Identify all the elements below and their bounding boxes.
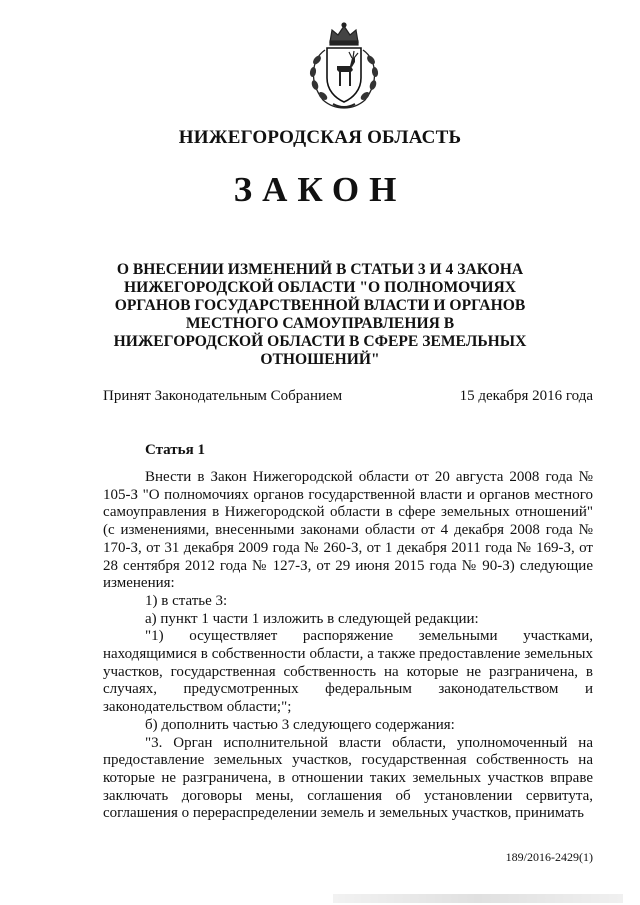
- adoption-line: [103, 388, 593, 408]
- document-number: 189/2016-2429(1): [505, 850, 593, 864]
- adopted-by: Принят Законодательным Собранием: [103, 388, 343, 404]
- scan-artifact: [333, 894, 623, 903]
- document-type: ЗАКОН: [233, 170, 407, 209]
- quote-2: "3. Орган исполнительной власти области, уполномоченный на предоставление земельных участков, государственная собственность на которые не разграничена, в отношении таких земельных участков вправе заключать договоры мены, соглашения об установлении сервитута, соглашения о перераспределении земель и земельных участков, принимать: [103, 734, 593, 822]
- article-heading: Статья 1: [145, 442, 205, 458]
- coat-of-arms-icon: [297, 20, 391, 112]
- article-intro: Внести в Закон Нижегородской области от 20 августа 2008 года № 105-З "О полномочиях органов государственной власти и органов местного самоуправления в Нижегородской области в сфере земельных отношений" (с изменениями, внесенными законами области от 4 декабря 2008 года № 170-З, от 31 декабря 2009 года № 260-З, от 1 декабря 2011 года № 169-З, от 28 сентября 2012 года № 127-З, от 29 июня 2015 года № 90-З) следующие изменения:: [103, 469, 593, 592]
- quote-1: "1) осуществляет распоряжение земельными участками, находящимися в собственности области, а также предоставление земельных участков, государственная собственность на которые не разграничена, в случаях, предусмотренных федеральным законодательством и законодательством области;";: [103, 628, 593, 716]
- item-b: б) дополнить частью 3 следующего содержания:: [145, 716, 455, 733]
- item-1: 1) в статье 3:: [145, 592, 228, 609]
- article-body: [103, 469, 593, 823]
- item-a: а) пункт 1 части 1 изложить в следующей редакции:: [145, 610, 479, 627]
- region-name: НИЖЕГОРОДСКАЯ ОБЛАСТЬ: [178, 127, 462, 148]
- adoption-date: 15 декабря 2016 года: [459, 388, 593, 404]
- law-title: О ВНЕСЕНИИ ИЗМЕНЕНИЙ В СТАТЬИ 3 И 4 ЗАКОНА НИЖЕГОРОДСКОЙ ОБЛАСТИ "О ПОЛНОМОЧИЯХ ОРГАНОВ ГОСУДАРСТВЕННОЙ ВЛАСТИ И ОРГАНОВ МЕСТНОГО САМОУПРАВЛЕНИЯ В НИЖЕГОРОДСКОЙ ОБЛАСТИ В СФЕРЕ ЗЕМЕЛЬНЫХ ОТНОШЕНИЙ": [113, 261, 527, 368]
